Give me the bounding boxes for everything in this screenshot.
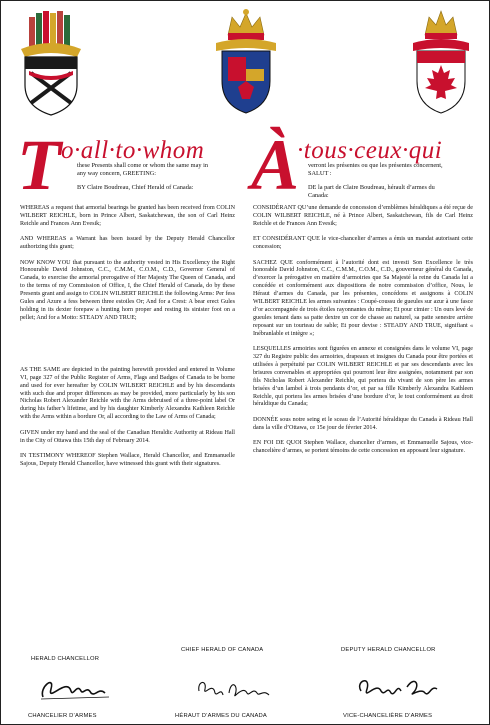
french-paragraph-en-foi: EN FOI DE QUOI Stephen Wallace, chancelier d’armes, et Emmanuelle Sajous, vice-chancelière d’armes, se portent témoins de cette concession en apposant leur signature. xyxy=(253,440,473,455)
french-heading-sub-1: verront les présentes ou que les présentes concernent, xyxy=(308,162,443,169)
emmanuelle-sajous-signature xyxy=(351,667,441,705)
english-heading-sub-1: these Presents shall come or whom the same may in xyxy=(77,162,208,169)
french-heading: ·tous·ceux·qui xyxy=(297,137,443,164)
vice-chanceliere-darmes-title: VICE-CHANCELIÈRE D’ARMES xyxy=(343,713,433,719)
english-heading-sub-3: BY Claire Boudreau, Chief Herald of Canada: xyxy=(77,184,194,191)
chancelier-darmes-title: CHANCELIER D’ARMES xyxy=(28,713,97,719)
french-paragraph-mandat: ET CONSIDÉRANT QUE le vice-chancelier d’armes a émis un mandat autorisant cette concession; xyxy=(253,236,473,251)
english-paragraph-grant: NOW KNOW YOU that pursuant to the authority vested in His Excellency the Right Honourable David Johnston, C.C., C.M.M., C.O.M., C.D., Governor General of Canada, to exercise the armorial prerogative of Her Majesty The Queen of Canada, and to the terms of my Commission of Office, I, the Chief Herald of Canada, do by these Presents grant and assign to COLIN WILBERT REICHLE the following Arms: Per fess Gules and Azure a fess between three estoiles Or; And for a Crest: A bear erect Gules holding in its dexter forepaw a hunting horn proper and resting its sinister foot on a pellet; And for a Motto: STEADY AND TRUE; xyxy=(20,259,235,321)
english-heading: o·all·to·whom xyxy=(61,137,205,164)
stephen-wallace-signature xyxy=(37,667,117,705)
english-paragraph-whereas: WHEREAS a request that armorial bearings be granted has been received from COLIN WILBERT REICHLE, born in Prince Albert, Saskatchewan, the son of Carl Heinz Reichle and Frances Ann Evesik; xyxy=(20,205,235,227)
english-drop-cap: T xyxy=(17,125,61,205)
french-paragraph-considerant: CONSIDÉRANT QU’une demande de concession d’emblèmes héraldiques a été reçue de COLIN WILBERT REICHLE, né à Prince Albert, Saskatchewan, fils de Carl Heinz Reichle et de Frances Ann Evesik; xyxy=(253,205,473,227)
canadian-heraldic-authority-badge-icon xyxy=(210,7,282,119)
english-paragraph-testimony: IN TESTIMONY WHEREOF Stephen Wallace, Herald Chancellor, and Emmanuelle Sajous, Deputy Herald Chancellor, have witnessed this grant with their signatures. xyxy=(20,452,235,467)
french-heading-sub-2: SALUT : xyxy=(308,170,332,177)
claire-boudreau-signature xyxy=(193,671,273,705)
english-text-column xyxy=(20,205,235,476)
reichle-coat-of-arms-icon xyxy=(15,7,87,119)
french-drop-cap: À xyxy=(251,125,300,205)
english-heading-sub-2: any way concern, GREETING: xyxy=(77,170,157,177)
french-heading-sub-4: Canada: xyxy=(308,192,329,199)
crowned-maple-leaf-arms-icon xyxy=(405,7,477,119)
french-text-column xyxy=(253,205,473,463)
french-paragraph-lesquelles: LESQUELLES armoiries sont figurées en annexe et consignées dans le volume VI, page 327 du Registre public des armoiries, drapeaux et insignes du Canada pour être portées et utilisées à perpétuité par COLIN WILBERT REICHLE et par ses descendants avec les brisures convenables et appropriées qui pourront leur être assignées, notamment par son fils Nicholas Robert Alexander Reichle, qui portera du vivant de son père les armes brisées d’un lambel à trois pendants d’or, et par sa fille Kimberly Alexandra Kathleen Reichle, qui portera les armes brisées d’une bordure d’or, le tout conformément au droit héraldique du Canada; xyxy=(253,346,473,408)
french-paragraph-donnee: DONNÉE sous notre seing et le sceau de l’Autorité héraldique du Canada à Rideau Hall dans la ville d’Ottawa, ce 15e jour de février 2014. xyxy=(253,416,473,431)
herald-chancellor-title: HERALD CHANCELLOR xyxy=(31,656,100,662)
english-paragraph-depiction: AS THE SAME are depicted in the painting herewith provided and entered in Volume VI, page 327 of the Public Register of Arms, Flags and Badges of Canada to be borne and used for ever hereafter by COLIN WILBERT REICHLE and by his descendants with such due and proper differences as may be provided, more particularly by his son Nicholas Robert Alexander Reichle with the Arms debruised of a three-point label Or during his father’s lifetime, and by his daughter Kimberly Alexandra Kathleen Reichle with the Arms within a bordure Or, all according to the Law of Arms of Canada; xyxy=(20,366,235,421)
heraut-darmes-title: HÉRAUT D’ARMES DU CANADA xyxy=(175,713,267,719)
english-paragraph-warrant: AND WHEREAS a Warrant has been issued by the Deputy Herald Chancellor authorizing this grant; xyxy=(20,236,235,251)
french-paragraph-sachez: SACHEZ QUE conformément à l’autorité dont est investi Son Excellence le très honorable David Johnston, C.C., C.M.M., C.O.M., C.D., gouverneur général du Canada, d’exercer la prérogative en matière d’armoiries que Sa Majesté la reine du Canada lui a concédée et conformément aux dispositions de notre commission d’office, Nous, le Héraut d’armes du Canada, par les présentes, concédons et assignons à COLIN WILBERT REICHLE les armes suivantes : Coupé-coussu de gueules sur azur à une fasce d’or accompagnée de trois étoiles rayonnantes du même; Et pour cimier : Un ours levé de gueules tenant dans sa patte dextre un cor de chasse au naturel, sa patte senestre arrière reposant sur un tourteau de sable; Et pour devise : STEADY AND TRUE, signifiant « Inébranlable et intègre »; xyxy=(253,259,473,337)
english-paragraph-given: GIVEN under my hand and the seal of the Canadian Heraldic Authority at Rideau Hall in the City of Ottawa this 15th day of February 2014. xyxy=(20,429,235,444)
chief-herald-title: CHIEF HERALD OF CANADA xyxy=(181,647,264,653)
deputy-herald-chancellor-title: DEPUTY HERALD CHANCELLOR xyxy=(341,647,436,653)
french-heading-sub-3: DE la part de Claire Boudreau, hérault d’armes du xyxy=(308,184,435,191)
